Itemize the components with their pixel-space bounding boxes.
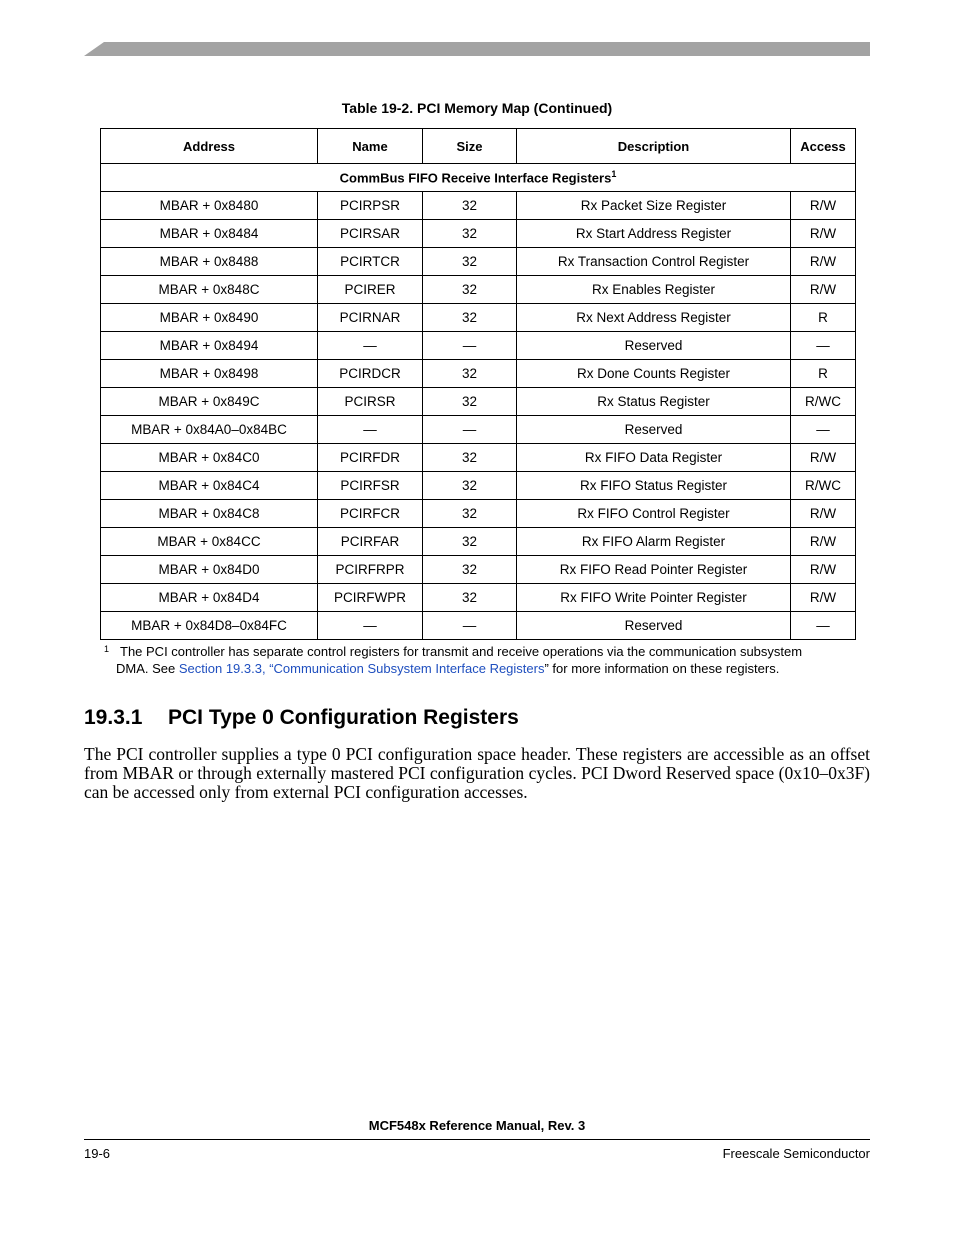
cell-access: R/W — [791, 444, 856, 472]
column-header-size: Size — [423, 129, 517, 164]
footnote-mark: 1 — [104, 644, 110, 654]
table-row — [101, 276, 856, 304]
cell-name: PCIRFAR — [318, 528, 423, 556]
cell-description: Rx Transaction Control Register — [517, 248, 791, 276]
table-caption: Table 19-2. PCI Memory Map (Continued) — [341, 100, 613, 116]
cell-size: 32 — [423, 220, 517, 248]
cell-access: R/W — [791, 248, 856, 276]
footer-page-number: 19-6 — [84, 1146, 111, 1161]
footnote-text-before-link: DMA. See — [116, 661, 179, 676]
cell-description: Rx FIFO Alarm Register — [517, 528, 791, 556]
cell-size: — — [423, 612, 517, 640]
cell-address: MBAR + 0x8498 — [101, 360, 318, 388]
cell-name: PCIRDCR — [318, 360, 423, 388]
cell-name: PCIRFRPR — [318, 556, 423, 584]
cell-size: 32 — [423, 192, 517, 220]
cell-address: MBAR + 0x84D0 — [101, 556, 318, 584]
table-row — [101, 220, 856, 248]
cell-address: MBAR + 0x8488 — [101, 248, 318, 276]
cell-size: 32 — [423, 248, 517, 276]
cell-description: Rx Status Register — [517, 388, 791, 416]
column-header-access: Access — [791, 129, 856, 164]
cell-size: — — [423, 332, 517, 360]
cell-access: — — [791, 416, 856, 444]
pci-memory-map-table — [100, 128, 856, 640]
cell-address: MBAR + 0x8484 — [101, 220, 318, 248]
table-row — [101, 416, 856, 444]
cell-size: 32 — [423, 584, 517, 612]
cell-name: — — [318, 416, 423, 444]
cell-access: R/W — [791, 500, 856, 528]
cell-description: Rx FIFO Control Register — [517, 500, 791, 528]
cell-address: MBAR + 0x84C0 — [101, 444, 318, 472]
cell-description: Rx FIFO Status Register — [517, 472, 791, 500]
cell-size: 32 — [423, 276, 517, 304]
table-footnote — [104, 643, 864, 677]
table-row — [101, 388, 856, 416]
cell-access: R/W — [791, 220, 856, 248]
cell-access: R/W — [791, 192, 856, 220]
column-header-description: Description — [517, 129, 791, 164]
cell-size: 32 — [423, 388, 517, 416]
section-title-cell — [101, 164, 856, 192]
cell-address: MBAR + 0x84C8 — [101, 500, 318, 528]
table-row — [101, 304, 856, 332]
cell-name: PCIRFWPR — [318, 584, 423, 612]
cell-address: MBAR + 0x848C — [101, 276, 318, 304]
cell-size: 32 — [423, 444, 517, 472]
table-row — [101, 556, 856, 584]
footer-manual-title: MCF548x Reference Manual, Rev. 3 — [368, 1118, 586, 1133]
cell-name: PCIRNAR — [318, 304, 423, 332]
header-bar — [84, 42, 870, 56]
cell-description: Rx Next Address Register — [517, 304, 791, 332]
table-row — [101, 332, 856, 360]
cell-size: 32 — [423, 528, 517, 556]
table-row — [101, 528, 856, 556]
cell-name: PCIRSR — [318, 388, 423, 416]
cell-name: PCIRFSR — [318, 472, 423, 500]
cell-size: 32 — [423, 360, 517, 388]
section-title-text: CommBus FIFO Receive Interface Registers — [339, 170, 612, 186]
footnote-line-1: The PCI controller has separate control registers for transmit and receive operations via the communication subsystem — [120, 644, 803, 659]
cell-description: Rx Enables Register — [517, 276, 791, 304]
cell-access: — — [791, 332, 856, 360]
cell-address: MBAR + 0x84C4 — [101, 472, 318, 500]
table-row — [101, 500, 856, 528]
cell-size: 32 — [423, 304, 517, 332]
cell-access: R/WC — [791, 388, 856, 416]
table-row — [101, 248, 856, 276]
cell-name: PCIRTCR — [318, 248, 423, 276]
cell-access: R/W — [791, 556, 856, 584]
cell-description: Rx FIFO Data Register — [517, 444, 791, 472]
table-header-row — [101, 129, 856, 164]
cell-access: R — [791, 304, 856, 332]
cell-description: Rx FIFO Read Pointer Register — [517, 556, 791, 584]
table-row — [101, 360, 856, 388]
section-title: PCI Type 0 Configuration Registers — [168, 706, 519, 729]
cell-access: — — [791, 612, 856, 640]
cell-size: 32 — [423, 500, 517, 528]
cell-name: PCIRFDR — [318, 444, 423, 472]
cell-description: Reserved — [517, 332, 791, 360]
cell-address: MBAR + 0x849C — [101, 388, 318, 416]
cell-description: Reserved — [517, 416, 791, 444]
cell-name: — — [318, 612, 423, 640]
table-section-row — [101, 164, 856, 192]
table-row — [101, 584, 856, 612]
table-row — [101, 444, 856, 472]
cell-description: Rx Start Address Register — [517, 220, 791, 248]
footer-company: Freescale Semiconductor — [722, 1146, 870, 1161]
cell-size: 32 — [423, 472, 517, 500]
cell-name: — — [318, 332, 423, 360]
cell-address: MBAR + 0x84A0–0x84BC — [101, 416, 318, 444]
section-number: 19.3.1 — [84, 706, 143, 729]
cell-name: PCIRSAR — [318, 220, 423, 248]
cell-address: MBAR + 0x84D8–0x84FC — [101, 612, 318, 640]
cell-access: R/W — [791, 584, 856, 612]
table-row — [101, 612, 856, 640]
column-header-address: Address — [101, 129, 318, 164]
cell-description: Reserved — [517, 612, 791, 640]
column-header-name: Name — [318, 129, 423, 164]
cell-description: Rx Packet Size Register — [517, 192, 791, 220]
cell-access: R/W — [791, 528, 856, 556]
table-row — [101, 192, 856, 220]
cell-name: PCIRER — [318, 276, 423, 304]
footer-rule — [84, 1139, 870, 1140]
table-row — [101, 472, 856, 500]
cell-access: R/WC — [791, 472, 856, 500]
cell-name: PCIRPSR — [318, 192, 423, 220]
cell-size: 32 — [423, 556, 517, 584]
cell-address: MBAR + 0x8490 — [101, 304, 318, 332]
footnote-text-after-link: ” for more information on these registers. — [544, 661, 780, 676]
cell-address: MBAR + 0x8494 — [101, 332, 318, 360]
section-heading — [84, 706, 519, 730]
cell-description: Rx FIFO Write Pointer Register — [517, 584, 791, 612]
cell-address: MBAR + 0x8480 — [101, 192, 318, 220]
cell-address: MBAR + 0x84CC — [101, 528, 318, 556]
body-paragraph: The PCI controller supplies a type 0 PCI configuration space header. These registers are accessible as an offset from MBAR or through externally mastered PCI configuration cycles. PCI Dword Reserved space (0x10–0x3F) can be accessed only from external PCI configuration accesses. — [84, 744, 870, 802]
cell-access: R/W — [791, 276, 856, 304]
cell-name: PCIRFCR — [318, 500, 423, 528]
footnote-section-link[interactable]: Section 19.3.3, “Communication Subsystem Interface Registers — [178, 661, 545, 676]
cell-description: Rx Done Counts Register — [517, 360, 791, 388]
cell-access: R — [791, 360, 856, 388]
section-footnote-mark: 1 — [611, 169, 617, 180]
cell-size: — — [423, 416, 517, 444]
cell-address: MBAR + 0x84D4 — [101, 584, 318, 612]
